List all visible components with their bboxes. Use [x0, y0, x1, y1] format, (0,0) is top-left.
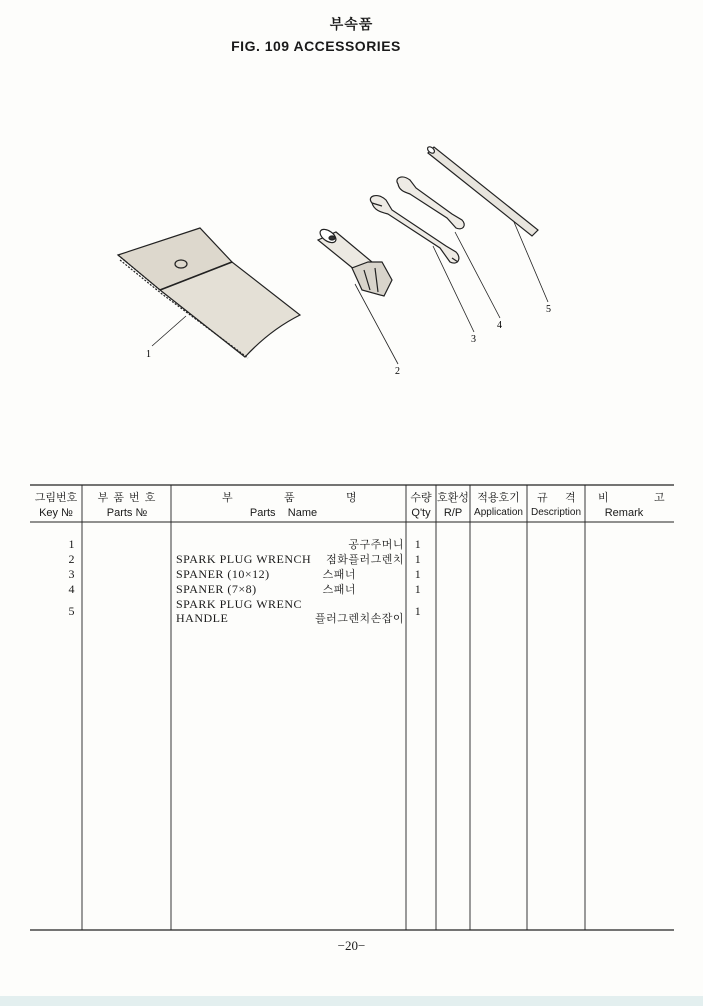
row-4-name-en: SPANER (7×8) — [176, 582, 257, 596]
callout-2: 2 — [395, 366, 400, 377]
callout-3: 3 — [471, 334, 476, 345]
header-description-en: Description — [530, 507, 582, 518]
header-desc-ko-2: 격 — [565, 492, 576, 504]
row-2-key: 2 — [68, 552, 75, 566]
row-5-name-en-line2: HANDLE — [176, 611, 229, 625]
row-4-qty: 1 — [414, 582, 422, 596]
row-5-key: 5 — [68, 604, 75, 618]
callout-4: 4 — [497, 320, 502, 331]
header-name-ko-2: 품 — [284, 492, 295, 504]
header-remark-ko-1: 비 — [598, 492, 609, 504]
header-application-ko: 적용호기 — [477, 492, 520, 504]
header-parts-no-ko: 부 품 번 호 — [97, 492, 157, 504]
header-remark-ko-2: 고 — [654, 492, 665, 504]
header-qty-en: Q'ty — [411, 507, 431, 519]
row-3-key: 3 — [68, 567, 75, 581]
header-name-ko-1: 부 — [222, 492, 233, 504]
row-2-qty: 1 — [414, 552, 422, 566]
row-3-name-en: SPANER (10×12) — [176, 567, 270, 581]
row-2-name-ko: 점화플러그렌치 — [326, 554, 404, 566]
header-rp-en: R/P — [443, 507, 463, 519]
header-remark-en: Remark — [604, 507, 644, 519]
row-4-key: 4 — [68, 582, 75, 596]
header-key-en: Key № — [39, 507, 73, 519]
page-number: −20− — [337, 938, 366, 953]
row-5-name-en: SPARK PLUG WRENC — [176, 597, 303, 611]
page-title-korean: 부속품 — [329, 16, 374, 32]
row-5-name-ko: 플러그렌치손잡이 — [314, 613, 404, 625]
callout-1: 1 — [146, 349, 151, 360]
row-1-qty: 1 — [414, 537, 422, 551]
header-name-en: Parts Name — [249, 507, 318, 519]
header-desc-ko-1: 규 — [537, 492, 548, 504]
header-name-ko-3: 명 — [346, 492, 357, 504]
row-1-name-ko: 공구주머니 — [348, 539, 404, 551]
header-qty-ko: 수량 — [410, 492, 432, 504]
scan-edge-strip — [0, 996, 703, 1006]
figure-title: FIG. 109 ACCESSORIES — [231, 38, 401, 54]
row-3-qty: 1 — [414, 567, 422, 581]
row-2-name-en: SPARK PLUG WRENCH — [176, 552, 312, 566]
row-3-name-ko: 스패너 — [322, 569, 356, 581]
header-rp-ko: 호환성 — [437, 492, 469, 504]
header-application-en: Application — [474, 507, 523, 518]
row-4-name-ko: 스패너 — [322, 584, 356, 596]
callout-5: 5 — [546, 304, 551, 315]
header-parts-no-en: Parts № — [106, 507, 148, 519]
row-1-key: 1 — [68, 537, 75, 551]
row-5-qty: 1 — [414, 604, 422, 618]
header-key-ko: 그림번호 — [34, 492, 78, 504]
